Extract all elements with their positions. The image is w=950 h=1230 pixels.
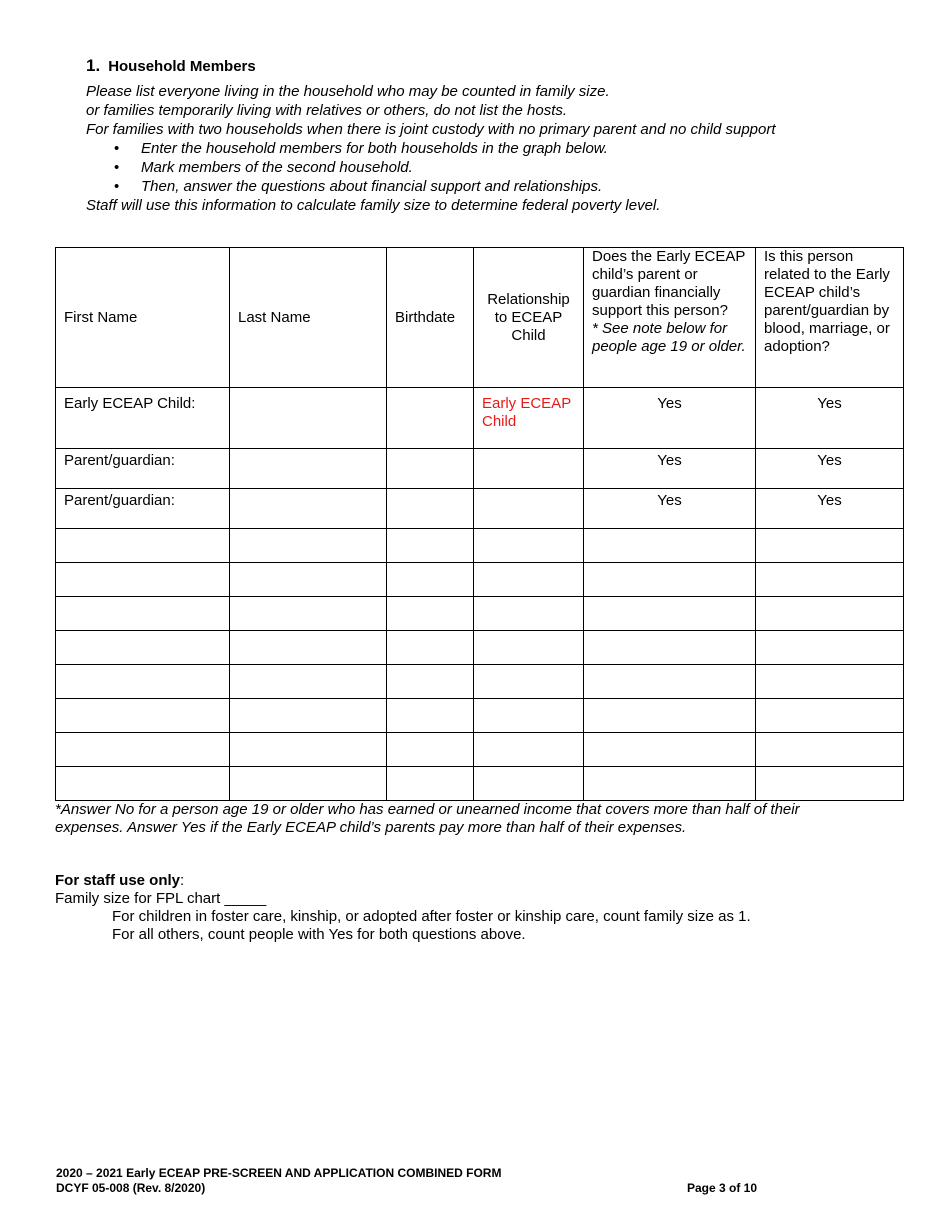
header-birthdate: Birthdate bbox=[387, 248, 474, 388]
staff-instruction: For all others, count people with Yes for both questions above. bbox=[112, 926, 526, 943]
household-members-table bbox=[55, 247, 904, 801]
first-name-cell: Parent/guardian: bbox=[56, 449, 230, 489]
birthdate-cell[interactable] bbox=[387, 388, 474, 449]
footnote-line: expenses. Answer Yes if the Early ECEAP child’s parents pay more than half of their expenses. bbox=[55, 819, 687, 836]
form-footer bbox=[56, 1166, 501, 1196]
staff-instruction: For children in foster care, kinship, or adopted after foster or kinship care, count family size as 1. bbox=[112, 908, 751, 925]
support-note: * See note below for people age 19 or older. bbox=[592, 320, 746, 355]
instruction-line: Staff will use this information to calculate family size to determine federal poverty level. bbox=[86, 197, 661, 214]
form-number: DCYF 05-008 (Rev. 8/2020) bbox=[56, 1181, 206, 1195]
empty-table-row[interactable] bbox=[56, 733, 904, 767]
first-name-cell: Parent/guardian: bbox=[56, 489, 230, 529]
footnote bbox=[55, 801, 915, 837]
header-support bbox=[584, 248, 756, 388]
instruction-line: Please list everyone living in the household who may be counted in family size. bbox=[86, 83, 610, 100]
section-heading bbox=[86, 56, 256, 76]
last-name-cell[interactable] bbox=[230, 489, 387, 529]
support-cell: Yes bbox=[584, 489, 756, 529]
staff-title: For staff use only bbox=[55, 872, 181, 889]
last-name-cell[interactable] bbox=[230, 449, 387, 489]
table-row bbox=[56, 489, 904, 529]
page-number: Page 3 of 10 bbox=[687, 1181, 758, 1195]
family-size-label: Family size for FPL chart _____ bbox=[55, 890, 267, 907]
section-number: 1. bbox=[86, 56, 101, 75]
related-cell: Yes bbox=[756, 449, 904, 489]
instructions bbox=[86, 82, 776, 215]
empty-table-row[interactable] bbox=[56, 699, 904, 733]
support-question: Does the Early ECEAP child’s parent or guardian financially support this person? bbox=[592, 248, 746, 319]
support-cell: Yes bbox=[584, 388, 756, 449]
related-cell: Yes bbox=[756, 489, 904, 529]
bullet-item: • Enter the household members for both households in the graph below. bbox=[141, 139, 776, 158]
bullet-item: • Then, answer the questions about financial support and relationships. bbox=[141, 177, 776, 196]
empty-table-row[interactable] bbox=[56, 529, 904, 563]
instruction-bullets bbox=[86, 139, 776, 196]
relationship-cell: Early ECEAP Child bbox=[474, 388, 584, 449]
section-title: Household Members bbox=[108, 58, 256, 75]
first-name-cell: Early ECEAP Child: bbox=[56, 388, 230, 449]
empty-table-row[interactable] bbox=[56, 563, 904, 597]
last-name-cell[interactable] bbox=[230, 388, 387, 449]
footnote-line: *Answer No for a person age 19 or older who has earned or unearned income that covers more than half of their bbox=[55, 801, 800, 818]
relationship-cell[interactable] bbox=[474, 449, 584, 489]
staff-section: For staff use only: Family size for FPL chart _____ For children in foster care, kinship, or adopted after foster or kinship care, count family size as 1. For all others, count people with Yes for both questions above. bbox=[55, 872, 751, 943]
empty-table-row[interactable] bbox=[56, 665, 904, 699]
header-first-name: First Name bbox=[56, 248, 230, 388]
empty-table-row[interactable] bbox=[56, 631, 904, 665]
instruction-line: or families temporarily living with relatives or others, do not list the hosts. bbox=[86, 102, 568, 119]
form-title: 2020 – 2021 Early ECEAP PRE-SCREEN AND APPLICATION COMBINED FORM bbox=[56, 1166, 502, 1180]
related-cell: Yes bbox=[756, 388, 904, 449]
relationship-cell[interactable] bbox=[474, 489, 584, 529]
support-cell: Yes bbox=[584, 449, 756, 489]
table-row bbox=[56, 388, 904, 449]
empty-table-row[interactable] bbox=[56, 597, 904, 631]
birthdate-cell[interactable] bbox=[387, 449, 474, 489]
bullet-item: • Mark members of the second household. bbox=[141, 158, 776, 177]
header-related: Is this person related to the Early ECEAP child’s parent/guardian by blood, marriage, or adoption? bbox=[756, 248, 904, 388]
empty-table-row[interactable] bbox=[56, 767, 904, 801]
birthdate-cell[interactable] bbox=[387, 489, 474, 529]
header-relationship: Relationship to ECEAP Child bbox=[474, 248, 584, 388]
header-last-name: Last Name bbox=[230, 248, 387, 388]
table-row bbox=[56, 449, 904, 489]
instruction-line: For families with two households when there is joint custody with no primary parent and no child support bbox=[86, 121, 776, 138]
table-header-row bbox=[56, 248, 904, 388]
